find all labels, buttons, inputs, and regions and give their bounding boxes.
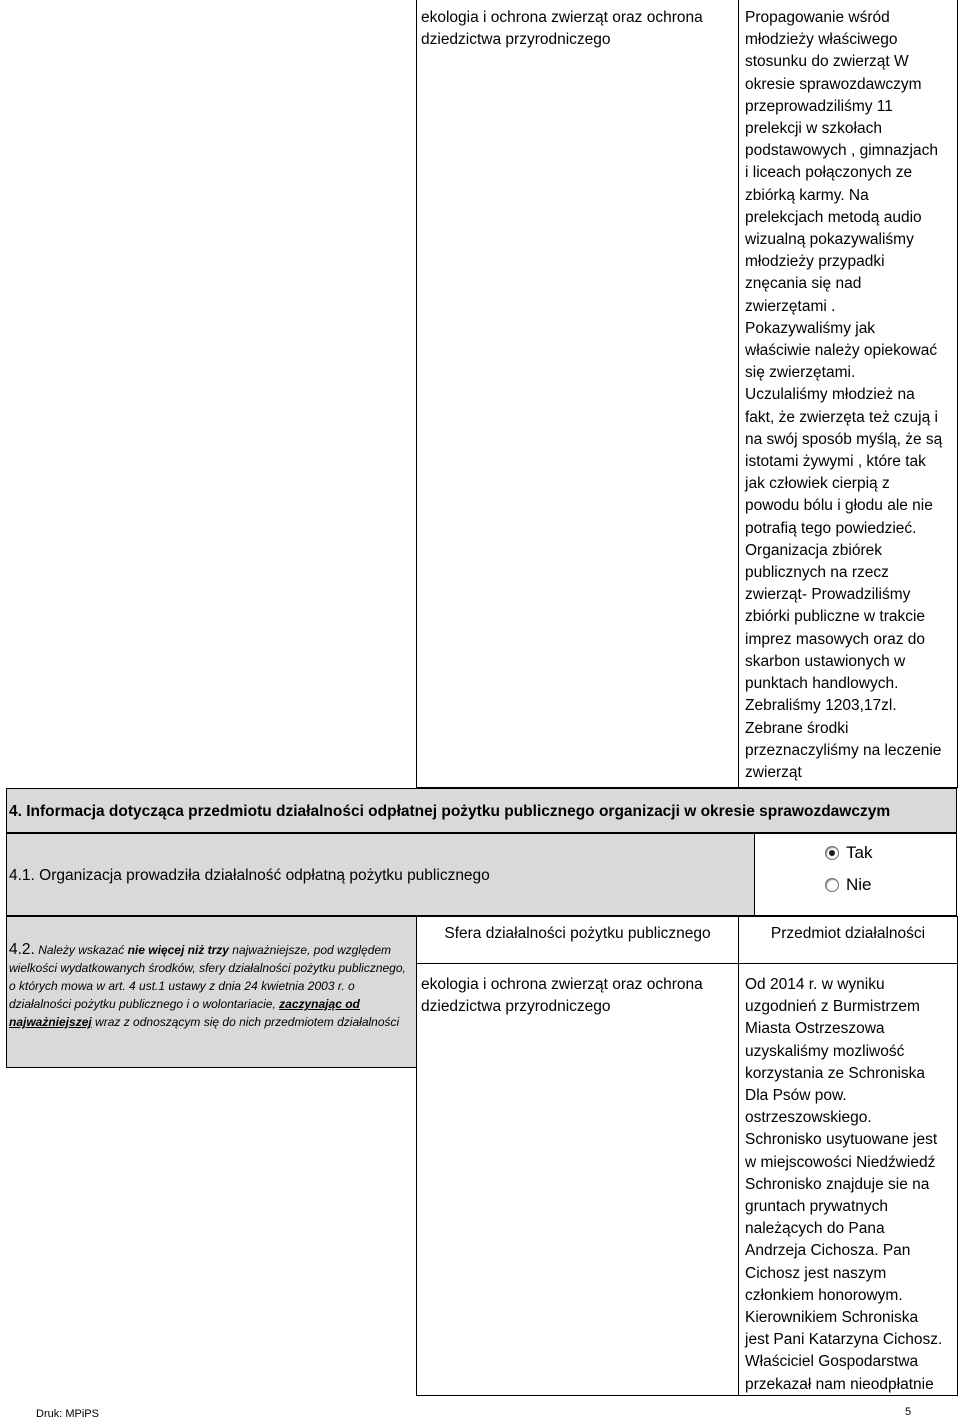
page-number: 5 bbox=[905, 1406, 912, 1418]
column-header-przedmiot bbox=[738, 916, 958, 964]
radio-option-nie[interactable] bbox=[825, 874, 872, 896]
question-4-1-answer bbox=[754, 833, 957, 916]
question-4-2-number: 4.2. bbox=[9, 941, 35, 958]
print-source-label: Druk: MPiPS bbox=[36, 1408, 99, 1420]
instruction-emphasis-1: nie więcej niż trzy bbox=[127, 943, 229, 957]
question-4-1-label: 4.1. Organizacja prowadziła działalność odpłatną pożytku publicznego bbox=[9, 867, 490, 884]
question-4-2-instruction bbox=[9, 941, 414, 1031]
instruction-part-1: Należy wskazać bbox=[38, 943, 128, 957]
radio-option-tak[interactable] bbox=[825, 842, 872, 864]
radio-selected-icon[interactable] bbox=[825, 846, 839, 860]
radio-label-tak: Tak bbox=[846, 843, 873, 862]
radio-label-nie: Nie bbox=[846, 875, 872, 894]
radio-unselected-icon[interactable] bbox=[825, 878, 839, 892]
section-4-header bbox=[6, 788, 957, 833]
previous-description-cell bbox=[738, 0, 958, 788]
przedmiot-text: Od 2014 r. w wyniku uzgodnień z Burmistrzem Miasta Ostrzeszowa uzyskaliśmy mozliwość korzystania ze Schroniska Dla Psów pow. ostrzeszowskiego. Schronisko usytuowane jest w miejscowości Niedźwiedź Schronisko znajduje sie na gruntach prywatnych należących do Pana Andrzeja Cichosza. Pan Cichosz jest naszym członkiem honorowym. Kierownikiem Schroniska jest Pani Katarzyna Cichosz. Właściciel Gospodarstwa przekazał nam nieodpłatnie bbox=[745, 976, 943, 1393]
question-4-1 bbox=[6, 833, 755, 916]
section-4-title: 4. Informacja dotycząca przedmiotu działalności odpłatnej pożytku publicznego organizacji w okresie sprawozdawczym bbox=[9, 803, 891, 820]
column-header-przedmiot-label: Przedmiot działalności bbox=[770, 925, 926, 942]
question-4-2 bbox=[6, 916, 417, 1068]
previous-sfera-text: ekologia i ochrona zwierząt oraz ochrona dziedzictwa przyrodniczego bbox=[421, 9, 703, 49]
przedmiot-cell bbox=[738, 963, 958, 1396]
column-header-sfera bbox=[416, 916, 739, 964]
instruction-emphasis-2: zaczynając od najważniejszej bbox=[9, 997, 360, 1029]
previous-sfera-cell bbox=[416, 0, 739, 788]
instruction-part-3: wraz z odnoszącym się do nich przedmiotem działalności bbox=[91, 1015, 400, 1029]
instruction-part-2: najważniejsze, pod względem wielkości wydatkowanych środków, sfery działalności pożytku publicznego, o których mowa w art. 4 ust.1 ustawy z dnia 24 kwietnia 2003 r. o działalności pożytku publicznego i o wolontariacie, bbox=[9, 943, 406, 1011]
column-header-sfera-label: Sfera działalności pożytku publicznego bbox=[444, 925, 711, 942]
sfera-cell bbox=[416, 963, 739, 1396]
sfera-text: ekologia i ochrona zwierząt oraz ochrona dziedzictwa przyrodniczego bbox=[421, 976, 703, 1016]
previous-description-text: Propagowanie wśród młodzieży właściwego stosunku do zwierząt W okresie sprawozdawczym przeprowadziliśmy 11 prelekcji w szkołach podstawowych , gimnazjach i liceach połączonych ze zbiórką karmy. Na prelekcjach metodą audio wizualną pokazywaliśmy młodzieży przypadki znęcania się nad zwierzętami . Pokazywaliśmy jak właściwie należy opiekować się zwierzętami. Uczulaliśmy młodzież na fakt, że zwierzęta też czują i na swój sposób myślą, że są istotami żywymi , które tak jak człowiek cierpią z powodu bólu i głodu ale nie potrafią tego powiedzieć. Organizacja zbiórek publicznych na rzecz zwierząt- Prowadziliśmy zbiórki publiczne w trakcie imprez masowych oraz do skarbon ustawionych w punktach handlowych. Zebraliśmy 1203,17zl. Zebrane środki przeznaczyliśmy na leczenie zwierząt bbox=[745, 9, 943, 781]
